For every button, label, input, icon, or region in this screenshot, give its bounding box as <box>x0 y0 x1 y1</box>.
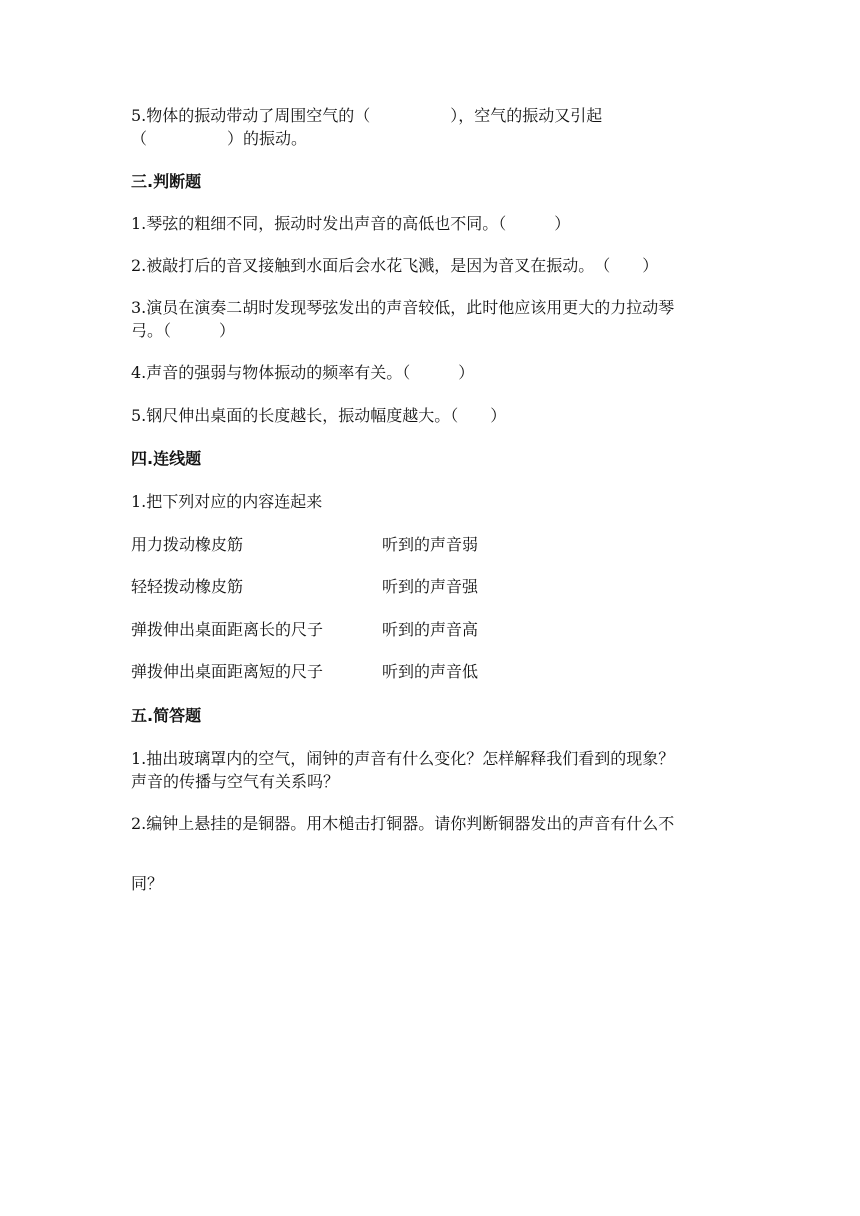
section-4-heading: 四.连线题 <box>131 449 202 468</box>
judge-item-3-line1: 3.演员在演奏二胡时发现琴弦发出的声音较低，此时他应该用更大的力拉动琴 <box>131 298 675 317</box>
match-left-item: 轻轻拨动橡皮筋 <box>131 577 244 596</box>
section-5-heading: 五.简答题 <box>131 706 202 725</box>
match-right-item: 听到的声音低 <box>382 662 479 681</box>
judge-item-2: 2.被敲打后的音叉接触到水面后会水花飞溅，是因为音叉在振动。 （ ） <box>131 256 659 275</box>
fill-question-5-line1: 5.物体的振动带动了周围空气的（ ），空气的振动又引起 <box>131 106 603 125</box>
match-right-item: 听到的声音高 <box>382 620 479 639</box>
match-prompt: 1.把下列对应的内容连起来 <box>131 492 323 511</box>
judge-item-4: 4.声音的强弱与物体振动的频率有关。（ ） <box>131 363 475 382</box>
match-left-item: 用力拨动橡皮筋 <box>131 535 244 554</box>
match-right-item: 听到的声音强 <box>382 577 479 596</box>
section-3-heading: 三.判断题 <box>131 172 202 191</box>
judge-item-5: 5.钢尺伸出桌面的长度越长，振动幅度越大。（ ） <box>131 406 507 425</box>
fill-question-5-line2: （ ）的振动。 <box>131 129 308 148</box>
short-answer-1-line1: 1.抽出玻璃罩内的空气，闹钟的声音有什么变化？怎样解释我们看到的现象？ <box>131 749 675 768</box>
judge-item-1: 1.琴弦的粗细不同，振动时发出声音的高低也不同。（ ） <box>131 214 571 233</box>
match-left-item: 弹拨伸出桌面距离短的尺子 <box>131 662 324 681</box>
short-answer-2-line1: 2.编钟上悬挂的是铜器。用木槌击打铜器。请你判断铜器发出的声音有什么不 <box>131 814 675 833</box>
judge-item-3-line2: 弓。（ ） <box>131 321 236 340</box>
match-left-item: 弹拨伸出桌面距离长的尺子 <box>131 620 324 639</box>
short-answer-2-line2: 同？ <box>131 874 164 893</box>
short-answer-1-line2: 声音的传播与空气有关系吗？ <box>131 772 340 791</box>
match-right-item: 听到的声音弱 <box>382 535 479 554</box>
